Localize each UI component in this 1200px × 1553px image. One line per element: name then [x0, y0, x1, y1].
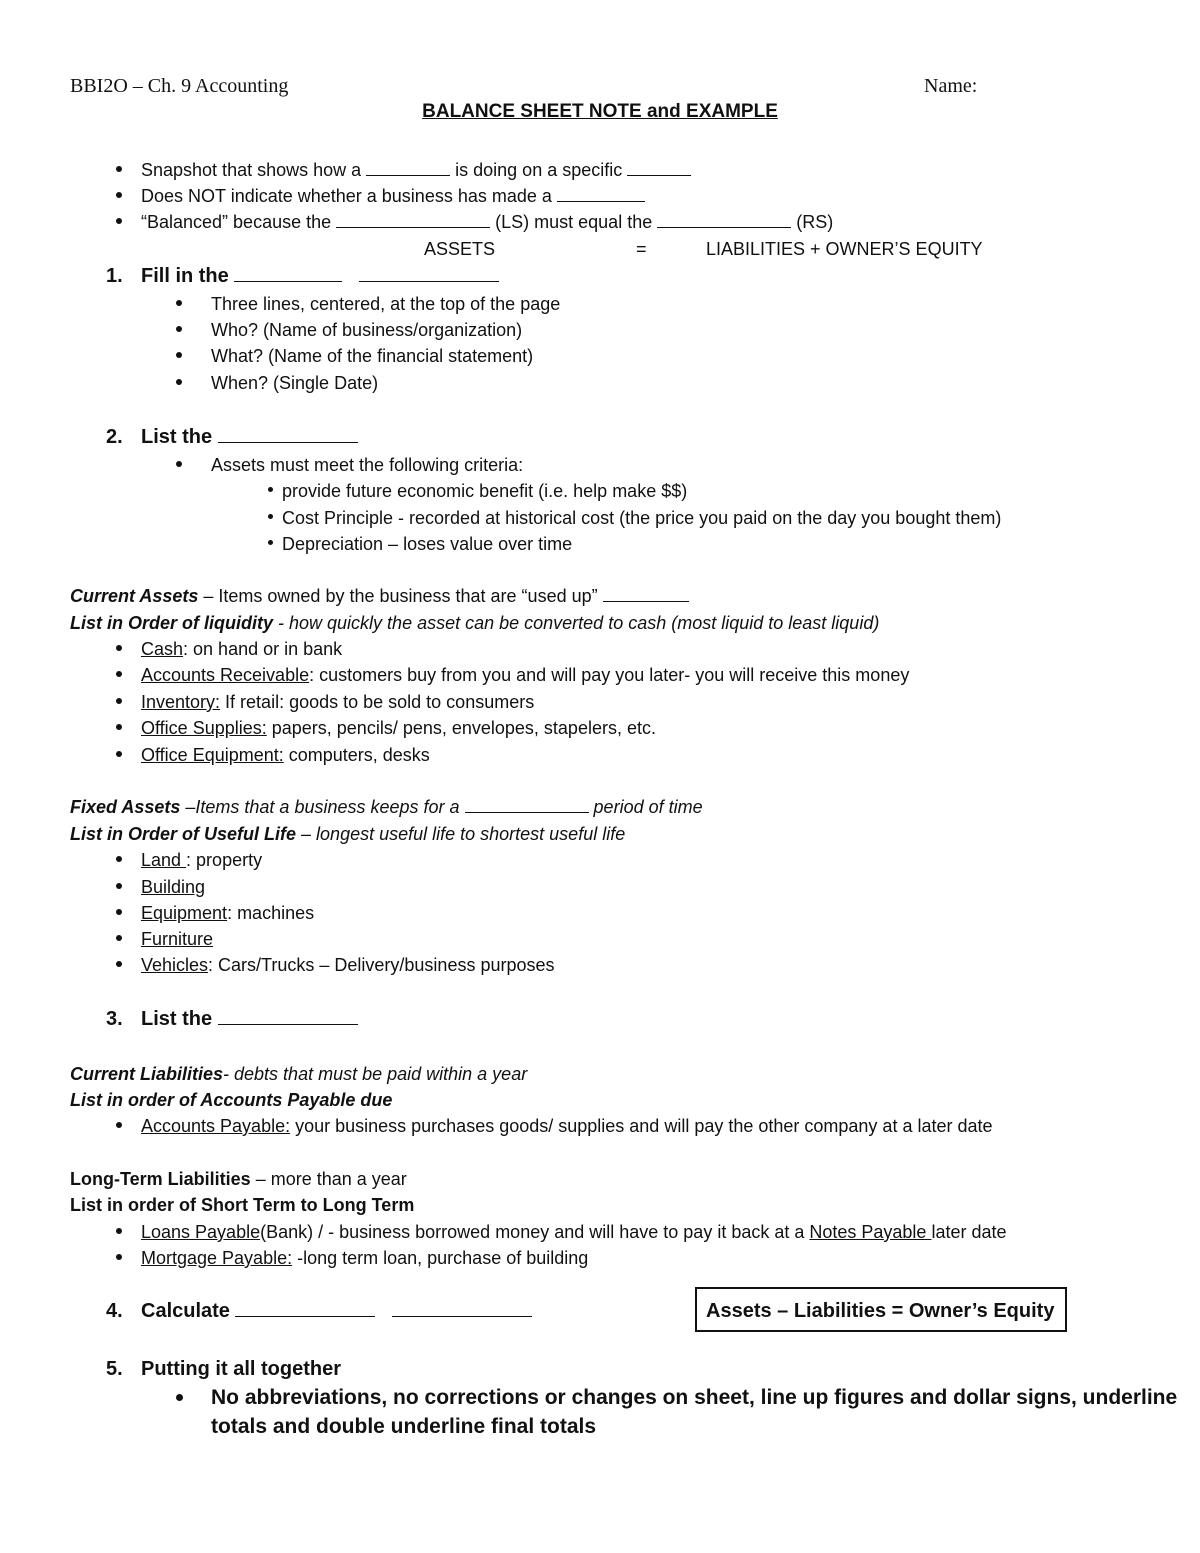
section-1-heading: Fill in the — [141, 266, 499, 286]
section-2-number: 2. — [106, 426, 123, 448]
section-5-number: 5. — [106, 1358, 123, 1380]
section-5-heading: Putting it all together — [141, 1358, 341, 1380]
list-item: Building — [141, 877, 206, 897]
bullet-icon — [116, 671, 122, 677]
long-term-heading: Long-Term Liabilities – more than a year — [70, 1169, 407, 1189]
bullet-icon — [268, 514, 273, 519]
section-2-heading: List the — [141, 427, 358, 447]
list-item: Accounts Payable: your business purchases goods/ supplies and will pay the other company at a later date — [141, 1116, 993, 1136]
long-term-order: List in order of Short Term to Long Term — [70, 1195, 415, 1215]
bullet-icon — [116, 751, 122, 757]
bullet-icon — [116, 192, 122, 198]
equation-equals: = — [636, 239, 647, 259]
list-item: Mortgage Payable: -long term loan, purchase of building — [141, 1248, 589, 1268]
list-item: Office Equipment: computers, desks — [141, 745, 430, 765]
final-instructions-line-1: No abbreviations, no corrections or changes on sheet, line up figures and dollar signs, underline — [211, 1386, 1178, 1409]
section-3-number: 3. — [106, 1008, 123, 1030]
bullet-icon — [268, 540, 273, 545]
list-item: Cash: on hand or in bank — [141, 639, 343, 659]
list-item: Who? (Name of business/organization) — [211, 320, 523, 340]
bullet-icon — [176, 352, 182, 358]
list-item: Equipment: machines — [141, 903, 315, 923]
list-item: Land : property — [141, 850, 263, 870]
list-item: Office Supplies: papers, pencils/ pens, envelopes, stapelers, etc. — [141, 718, 656, 738]
criteria-item: provide future economic benefit (i.e. help make $$) — [282, 481, 688, 501]
equation-right: LIABILITIES + OWNER’S EQUITY — [706, 239, 983, 259]
current-liabilities-heading: Current Liabilities- debts that must be paid within a year — [70, 1064, 528, 1084]
bullet-icon — [116, 1122, 122, 1128]
section-3-heading: List the — [141, 1009, 358, 1029]
intro-line-3: “Balanced” because the (LS) must equal the (RS) — [141, 212, 834, 232]
list-item: Vehicles: Cars/Trucks – Delivery/business purposes — [141, 955, 555, 975]
current-assets-heading: Current Assets – Items owned by the business that are “used up” — [70, 587, 689, 605]
current-assets-order: List in Order of liquidity - how quickly the asset can be converted to cash (most liquid to least liquid) — [70, 613, 880, 633]
bullet-icon — [176, 300, 182, 306]
section-4-number: 4. — [106, 1300, 123, 1322]
bullet-icon — [268, 487, 273, 492]
bullet-icon — [116, 883, 122, 889]
list-item: What? (Name of the financial statement) — [211, 346, 534, 366]
list-item: Accounts Receivable: customers buy from you and will pay you later- you will receive this money — [141, 665, 910, 685]
list-item: When? (Single Date) — [211, 373, 379, 393]
bullet-icon — [116, 1228, 122, 1234]
course-title: BBI2O – Ch. 9 Accounting — [70, 75, 289, 97]
fixed-assets-heading: Fixed Assets –Items that a business keeps for a period of time — [70, 797, 703, 817]
bullet-icon — [116, 961, 122, 967]
list-item: Three lines, centered, at the top of the page — [211, 294, 561, 314]
formula-text: Assets – Liabilities = Owner’s Equity — [706, 1300, 1055, 1322]
bullet-icon — [116, 218, 122, 224]
bullet-icon — [116, 645, 122, 651]
bullet-icon — [176, 326, 182, 332]
intro-line-2: Does NOT indicate whether a business has made a — [141, 187, 645, 205]
intro-line-1: Snapshot that shows how a is doing on a specific — [141, 161, 691, 179]
name-label: Name: — [924, 75, 978, 97]
bullet-icon — [176, 1394, 183, 1401]
list-item: Furniture — [141, 929, 214, 949]
bullet-icon — [116, 1254, 122, 1260]
final-instructions-line-2: totals and double underline final totals — [211, 1415, 597, 1438]
bullet-icon — [116, 909, 122, 915]
section-4-heading: Calculate — [141, 1301, 532, 1321]
criteria-item: Cost Principle - recorded at historical cost (the price you paid on the day you bought them) — [282, 508, 1002, 528]
criteria-intro: Assets must meet the following criteria: — [211, 455, 524, 475]
equation-assets: ASSETS — [424, 239, 496, 259]
bullet-icon — [116, 166, 122, 172]
bullet-icon — [176, 379, 182, 385]
list-item: Inventory: If retail: goods to be sold to consumers — [141, 692, 535, 712]
bullet-icon — [116, 856, 122, 862]
fixed-assets-order: List in Order of Useful Life – longest useful life to shortest useful life — [70, 824, 626, 844]
page-title: BALANCE SHEET NOTE and EXAMPLE — [422, 101, 778, 122]
bullet-icon — [116, 698, 122, 704]
bullet-icon — [176, 461, 182, 467]
bullet-icon — [116, 724, 122, 730]
list-item: Loans Payable(Bank) / - business borrowed money and will have to pay it back at a Notes Payable later date — [141, 1222, 1007, 1242]
current-liabilities-order: List in order of Accounts Payable due — [70, 1090, 393, 1110]
bullet-icon — [116, 935, 122, 941]
criteria-item: Depreciation – loses value over time — [282, 534, 573, 554]
section-1-number: 1. — [106, 265, 123, 287]
